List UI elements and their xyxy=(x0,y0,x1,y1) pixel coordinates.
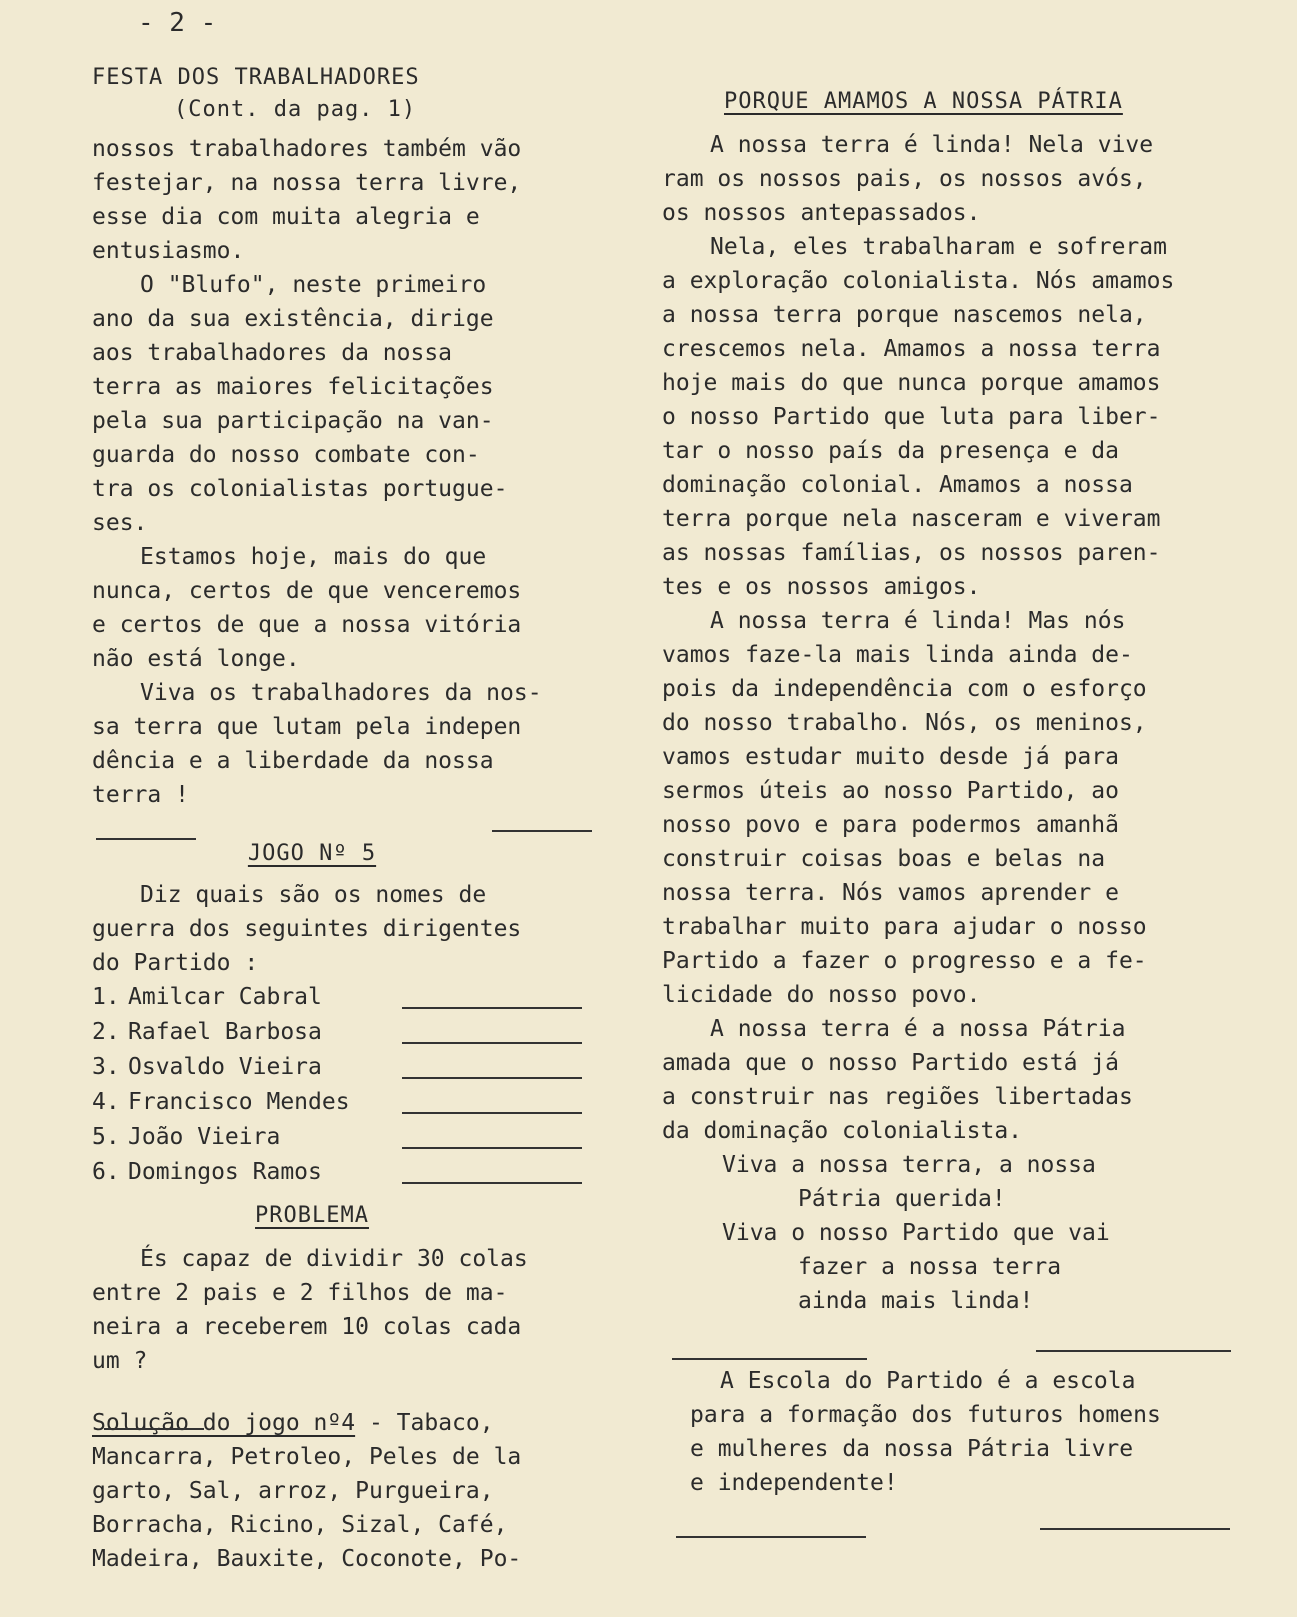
answer-blank xyxy=(402,1127,582,1149)
text-line: O "Blufo", neste primeiro xyxy=(140,272,487,298)
text-line: guarda do nosso combate con- xyxy=(92,442,480,468)
text-line: do nosso trabalho. Nós, os meninos, xyxy=(662,710,1147,736)
festa-title: FESTA DOS TRABALHADORES xyxy=(92,65,420,90)
item-name: Amilcar Cabral xyxy=(128,984,322,1010)
left-column xyxy=(92,62,602,1576)
page-number: - 2 - xyxy=(138,8,217,38)
text-line: e mulheres da nossa Pátria livre xyxy=(690,1436,1134,1462)
answer-blank xyxy=(402,987,582,1009)
jogo-list xyxy=(92,980,602,1190)
item-number: 3. xyxy=(92,1054,120,1080)
text-line: ses. xyxy=(92,510,148,536)
right-column xyxy=(662,86,1262,1318)
festa-article xyxy=(92,132,602,812)
jogo-title: JOGO Nº 5 xyxy=(247,841,377,866)
text-line: entre 2 pais e 2 filhos de ma- xyxy=(92,1280,508,1306)
item-name: Domingos Ramos xyxy=(128,1159,322,1185)
text-line: Diz quais são os nomes de xyxy=(140,882,487,908)
text-line: do Partido : xyxy=(92,950,259,976)
text-line: terra ! xyxy=(92,782,189,808)
text-line: A nossa terra é a nossa Pátria xyxy=(710,1016,1126,1042)
text-line: sermos úteis ao nosso Partido, ao xyxy=(662,778,1119,804)
answer-blank xyxy=(402,1057,582,1079)
item-name: João Vieira xyxy=(128,1124,281,1150)
text-line: Pátria querida! xyxy=(798,1186,1006,1212)
list-item xyxy=(92,1120,602,1155)
item-number: 6. xyxy=(92,1159,120,1185)
divider xyxy=(104,1428,204,1430)
text-line: nossos trabalhadores também vão xyxy=(92,136,522,162)
solucao-heading xyxy=(92,1406,602,1440)
text-line: Estamos hoje, mais do que xyxy=(140,544,487,570)
text-line: construir coisas boas e belas na xyxy=(662,846,1106,872)
text-line: dência e a liberdade da nossa xyxy=(92,748,494,774)
festa-subtitle: (Cont. da pag. 1) xyxy=(174,97,417,122)
divider xyxy=(96,838,196,840)
problema-title: PROBLEMA xyxy=(255,1203,369,1228)
answer-blank xyxy=(402,1022,582,1044)
item-number: 2. xyxy=(92,1019,120,1045)
text-line: vamos faze-la mais linda ainda de- xyxy=(662,642,1133,668)
item-number: 5. xyxy=(92,1124,120,1150)
divider xyxy=(672,1358,867,1360)
text-line: os nossos antepassados. xyxy=(662,200,981,226)
text-line: dominação colonial. Amamos a nossa xyxy=(662,472,1133,498)
text-line: não está longe. xyxy=(92,646,300,672)
list-item xyxy=(92,980,602,1015)
text-line: nossa terra. Nós vamos aprender e xyxy=(662,880,1119,906)
item-name: Rafael Barbosa xyxy=(128,1019,322,1045)
text-line: da dominação colonialista. xyxy=(662,1118,1023,1144)
text-line: e independente! xyxy=(690,1470,898,1496)
text-line: trabalhar muito para ajudar o nosso xyxy=(662,914,1147,940)
answer-blank xyxy=(402,1092,582,1114)
text-line: e certos de que a nossa vitória xyxy=(92,612,522,638)
text-line: a nossa terra porque nascemos nela, xyxy=(662,302,1147,328)
text-line: tes e os nossos amigos. xyxy=(662,574,981,600)
text-line: licidade do nosso povo. xyxy=(662,982,981,1008)
text-line: pois da independência com o esforço xyxy=(662,676,1147,702)
text-line: amada que o nosso Partido está já xyxy=(662,1050,1119,1076)
text-line: ano da sua existência, dirige xyxy=(92,306,494,332)
text-line: terra porque nela nasceram e viveram xyxy=(662,506,1161,532)
text-line: entusiasmo. xyxy=(92,238,245,264)
solucao-label: Solução do jogo nº4 xyxy=(92,1410,356,1436)
item-name: Francisco Mendes xyxy=(128,1089,350,1115)
text-line: sa terra que lutam pela indepen xyxy=(92,714,522,740)
text-line: aos trabalhadores da nossa xyxy=(92,340,453,366)
escola-note xyxy=(690,1364,1250,1500)
text-line: neira a receberem 10 colas cada xyxy=(92,1314,522,1340)
text-line: Viva a nossa terra, a nossa xyxy=(722,1152,1096,1178)
text-line: tra os colonialistas portugue- xyxy=(92,476,508,502)
solucao-first-line: - Tabaco, xyxy=(355,1410,494,1436)
text-line: pela sua participação na van- xyxy=(92,408,494,434)
text-line: Borracha, Ricino, Sizal, Café, xyxy=(92,1512,508,1538)
text-line: ainda mais linda! xyxy=(798,1288,1034,1314)
list-item xyxy=(92,1050,602,1085)
text-line: um ? xyxy=(92,1348,148,1374)
text-line: vamos estudar muito desde já para xyxy=(662,744,1119,770)
text-line: Viva o nosso Partido que vai xyxy=(722,1220,1110,1246)
text-line: esse dia com muita alegria e xyxy=(92,204,480,230)
text-line: Partido a fazer o progresso e a fe- xyxy=(662,948,1147,974)
text-line: Nela, eles trabalharam e sofreram xyxy=(710,234,1167,260)
text-line: Madeira, Bauxite, Coconote, Po- xyxy=(92,1546,522,1572)
text-line: festejar, na nossa terra livre, xyxy=(92,170,522,196)
text-line: tar o nosso país da presença e da xyxy=(662,438,1119,464)
text-line: a construir nas regiões libertadas xyxy=(662,1084,1133,1110)
text-line: Mancarra, Petroleo, Peles de la xyxy=(92,1444,522,1470)
item-name: Osvaldo Vieira xyxy=(128,1054,322,1080)
text-line: guerra dos seguintes dirigentes xyxy=(92,916,522,942)
item-number: 1. xyxy=(92,984,120,1010)
text-line: garto, Sal, arroz, Purgueira, xyxy=(92,1478,494,1504)
list-item xyxy=(92,1085,602,1120)
text-line: Viva os trabalhadores da nos- xyxy=(140,680,542,706)
text-line: hoje mais do que nunca porque amamos xyxy=(662,370,1161,396)
patria-title: PORQUE AMAMOS A NOSSA PÁTRIA xyxy=(724,89,1123,114)
text-line: o nosso Partido que luta para liber- xyxy=(662,404,1161,430)
divider xyxy=(1036,1350,1231,1352)
text-line: fazer a nossa terra xyxy=(798,1254,1062,1280)
divider xyxy=(1040,1528,1230,1530)
text-line: para a formação dos futuros homens xyxy=(690,1402,1161,1428)
list-item xyxy=(92,1155,602,1190)
text-line: A Escola do Partido é a escola xyxy=(720,1368,1136,1394)
text-line: terra as maiores felicitações xyxy=(92,374,494,400)
text-line: A nossa terra é linda! Mas nós xyxy=(710,608,1126,634)
text-line: nunca, certos de que venceremos xyxy=(92,578,522,604)
divider xyxy=(676,1536,866,1538)
text-line: as nossas famílias, os nossos paren- xyxy=(662,540,1161,566)
text-line: crescemos nela. Amamos a nossa terra xyxy=(662,336,1161,362)
text-line: nosso povo e para podermos amanhã xyxy=(662,812,1119,838)
text-line: A nossa terra é linda! Nela vive xyxy=(710,132,1154,158)
text-line: ram os nossos pais, os nossos avós, xyxy=(662,166,1147,192)
text-line: a exploração colonialista. Nós amamos xyxy=(662,268,1175,294)
item-number: 4. xyxy=(92,1089,120,1115)
divider xyxy=(492,830,592,832)
answer-blank xyxy=(402,1162,582,1184)
list-item xyxy=(92,1015,602,1050)
text-line: És capaz de dividir 30 colas xyxy=(140,1246,528,1272)
